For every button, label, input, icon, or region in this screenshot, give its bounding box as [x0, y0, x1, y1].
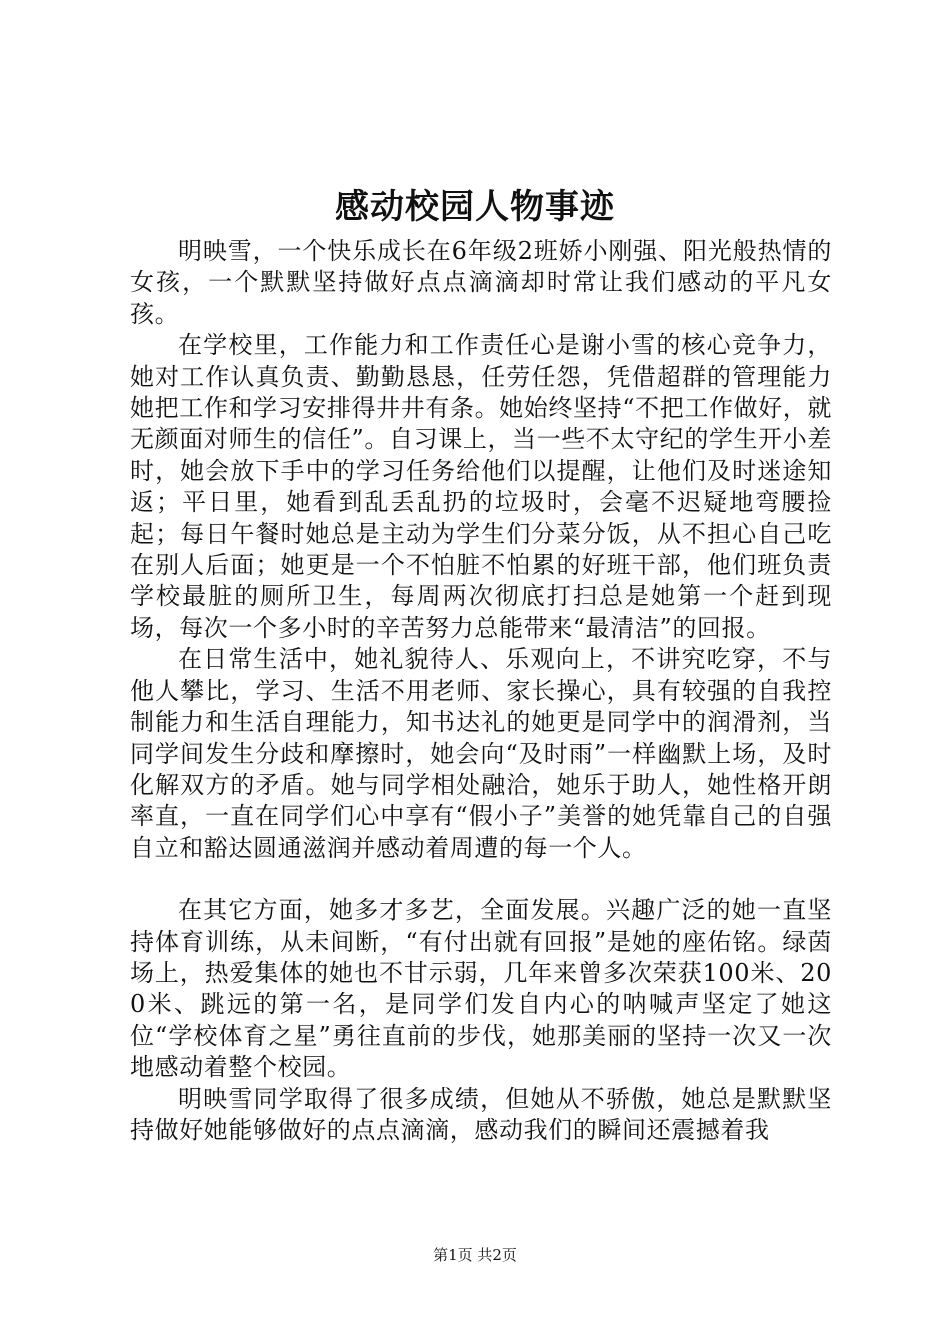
document-title: 感动校园人物事迹 [335, 187, 615, 227]
paragraph-daily-life: 在日常生活中，她礼貌待人、乐观向上，不讲究吃穿，不与他人攀比，学习、生活不用老师、家长操心，具有较强的自我控制能力和生活自理能力，知书达礼的她更是同学中的润滑剂，当同学间发生分歧和摩擦时，她会向“及时雨”一样幽默上场，及时化解双方的矛盾。她与同学相处融洽，她乐于助人，她性格开朗率直，一直在同学们心中享有“假小子”美誉的她凭靠自己的自强自立和豁达圆通滋润并感动着周遭的每一个人。 [130, 645, 832, 862]
document-body [130, 236, 832, 1146]
paragraph-intro: 明映雪，一个快乐成长在6年级2班娇小刚强、阳光般热情的女孩，一个默默坚持做好点点滴滴却时常让我们感动的平凡女孩。 [130, 237, 832, 328]
page-number-footer: 第1页 共2页 [433, 1246, 517, 1264]
paragraph-achievements: 明映雪同学取得了很多成绩，但她从不骄傲，她总是默默坚持做好她能够做好的点点滴滴，感动我们的瞬间还震撼着我 [130, 1084, 832, 1144]
paragraph-school: 在学校里，工作能力和工作责任心是谢小雪的核心竞争力，她对工作认真负责、勤勤恳恳，任劳任怨，凭借超群的管理能力她把工作和学习安排得井井有条。她始终坚持“不把工作做好，就无颜面对师生的信任”。自习课上，当一些不太守纪的学生开小差时，她会放下手中的学习任务给他们以提醒，让他们及时迷途知返；平日里，她看到乱丢乱扔的垃圾时，会毫不迟疑地弯腰捡起；每日午餐时她总是主动为学生们分菜分饭，从不担心自己吃在别人后面；她更是一个不怕脏不怕累的好班干部，他们班负责学校最脏的厕所卫生，每周两次彻底打扫总是她第一个赶到现场，每次一个多小时的辛苦努力总能带来“最清洁”的回报。 [130, 331, 832, 642]
paragraph-other-aspects: 在其它方面，她多才多艺，全面发展。兴趣广泛的她一直坚持体育训练，从未间断，“有付出就有回报”是她的座佑铭。绿茵场上，热爱集体的她也不甘示弱，几年来曾多次荣获100米、200米、跳远的第一名，是同学们发自内心的呐喊声坚定了她这位“学校体育之星”勇往直前的步伐，她那美丽的坚持一次又一次地感动着整个校园。 [130, 896, 832, 1082]
